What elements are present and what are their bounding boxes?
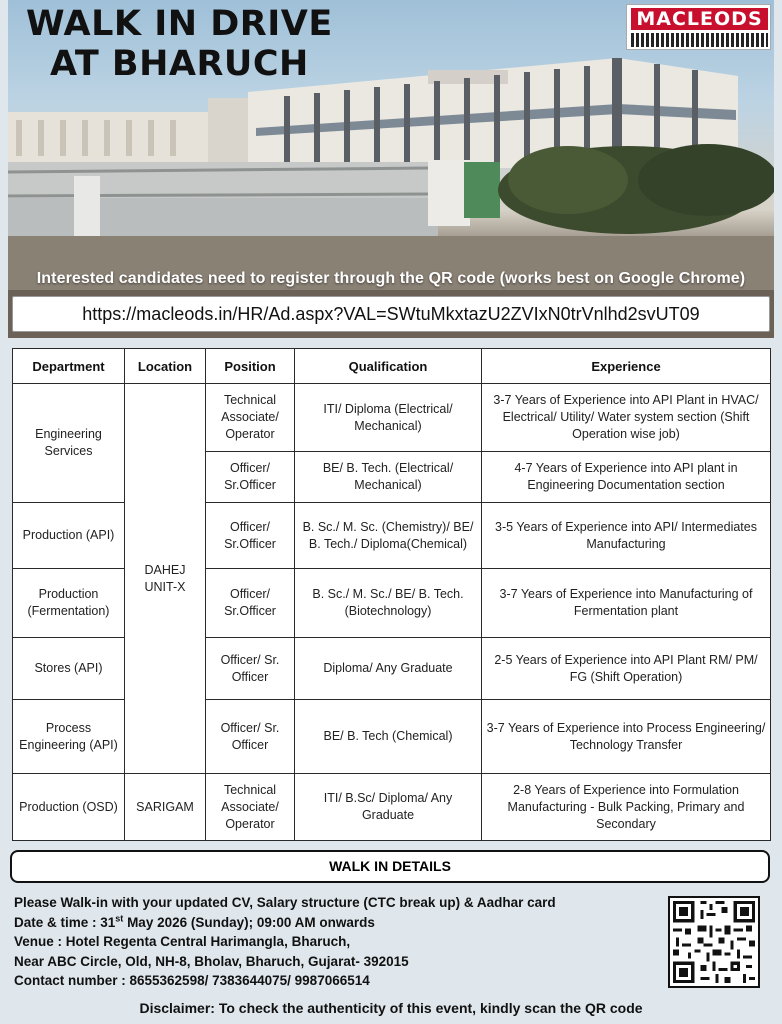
experience-cell: 3-7 Years of Experience into Manufacturing of Fermentation plant: [482, 569, 771, 638]
qr-code[interactable]: [668, 896, 760, 988]
walkin-details: [14, 893, 654, 991]
walkin-documents-line: Please Walk-in with your updated CV, Salary structure (CTC break up) & Aadhar card: [14, 895, 556, 910]
job-openings-table: [12, 348, 771, 841]
walkin-contact-line[interactable]: Contact number : 8655362598/ 7383644075/ 9987066514: [14, 973, 370, 988]
date-suffix: May 2026 (Sunday); 09:00 AM onwards: [123, 914, 375, 930]
position-cell: Technical Associate/ Operator: [206, 384, 295, 452]
header-location: Location: [125, 349, 206, 384]
department-cell: Production (Fermentation): [13, 569, 125, 638]
qualification-cell: Diploma/ Any Graduate: [295, 638, 482, 700]
experience-cell: 3-7 Years of Experience into Process Engineering/ Technology Transfer: [482, 700, 771, 774]
hero-title-line2: AT BHARUCH: [50, 44, 309, 84]
hero-title: [26, 4, 333, 84]
hero-banner: [8, 0, 774, 338]
location-cell: DAHEJ UNIT-X: [125, 384, 206, 774]
date-ordinal: st: [115, 913, 124, 923]
qualification-cell: B. Sc./ M. Sc./ BE/ B. Tech. (Biotechnology): [295, 569, 482, 638]
table-row: [13, 774, 771, 841]
position-cell: Officer/ Sr.Officer: [206, 452, 295, 503]
table-header-row: [13, 349, 771, 384]
walkin-heading: WALK IN DETAILS: [10, 850, 770, 883]
macleods-logo: [626, 4, 771, 50]
department-cell: Production (API): [13, 503, 125, 569]
experience-cell: 2-5 Years of Experience into API Plant RM/ PM/ FG (Shift Operation): [482, 638, 771, 700]
position-cell: Officer/ Sr. Officer: [206, 700, 295, 774]
disclaimer: Disclaimer: To check the authenticity of this event, kindly scan the QR code: [139, 1000, 643, 1016]
position-cell: Technical Associate/ Operator: [206, 774, 295, 841]
location-cell: SARIGAM: [125, 774, 206, 841]
logo-wordmark: MACLEODS: [631, 8, 768, 30]
department-cell: Process Engineering (API): [13, 700, 125, 774]
position-cell: Officer/ Sr.Officer: [206, 503, 295, 569]
walkin-date-line: [14, 913, 654, 933]
qualification-cell: ITI/ Diploma (Electrical/ Mechanical): [295, 384, 482, 452]
qualification-cell: B. Sc./ M. Sc. (Chemistry)/ BE/ B. Tech./ Diploma(Chemical): [295, 503, 482, 569]
position-cell: Officer/ Sr.Officer: [206, 569, 295, 638]
department-cell: Engineering Services: [13, 384, 125, 503]
date-prefix: Date & time : 31: [14, 914, 116, 930]
header-department: Department: [13, 349, 125, 384]
hero-title-line1: WALK IN DRIVE: [26, 4, 333, 44]
walkin-venue-line2: Near ABC Circle, Old, NH-8, Bholav, Bharuch, Gujarat- 392015: [14, 953, 409, 969]
header-qualification: Qualification: [295, 349, 482, 384]
experience-cell: 4-7 Years of Experience into API plant in Engineering Documentation section: [482, 452, 771, 503]
table-row: [13, 384, 771, 452]
qualification-cell: BE/ B. Tech. (Electrical/ Mechanical): [295, 452, 482, 503]
qualification-cell: ITI/ B.Sc/ Diploma/ Any Graduate: [295, 774, 482, 841]
experience-cell: 3-7 Years of Experience into API Plant in HVAC/ Electrical/ Utility/ Water system section (Shift Operation wise job): [482, 384, 771, 452]
walkin-venue-line1: Venue : Hotel Regenta Central Harimangla, Bharuch,: [14, 934, 351, 949]
registration-url[interactable]: https://macleods.in/HR/Ad.aspx?VAL=SWtuMkxtazU2ZVIxN0trVnlhd2svUT09: [12, 296, 770, 332]
header-experience: Experience: [482, 349, 771, 384]
register-note: Interested candidates need to register through the QR code (works best on Google Chrome): [36, 270, 746, 287]
department-cell: Production (OSD): [13, 774, 125, 841]
position-cell: Officer/ Sr. Officer: [206, 638, 295, 700]
logo-stripes: [631, 33, 768, 47]
qualification-cell: BE/ B. Tech (Chemical): [295, 700, 482, 774]
header-position: Position: [206, 349, 295, 384]
qr-code-icon: [670, 898, 758, 986]
experience-cell: 2-8 Years of Experience into Formulation Manufacturing - Bulk Packing, Primary and Secondary: [482, 774, 771, 841]
experience-cell: 3-5 Years of Experience into API/ Intermediates Manufacturing: [482, 503, 771, 569]
department-cell: Stores (API): [13, 638, 125, 700]
